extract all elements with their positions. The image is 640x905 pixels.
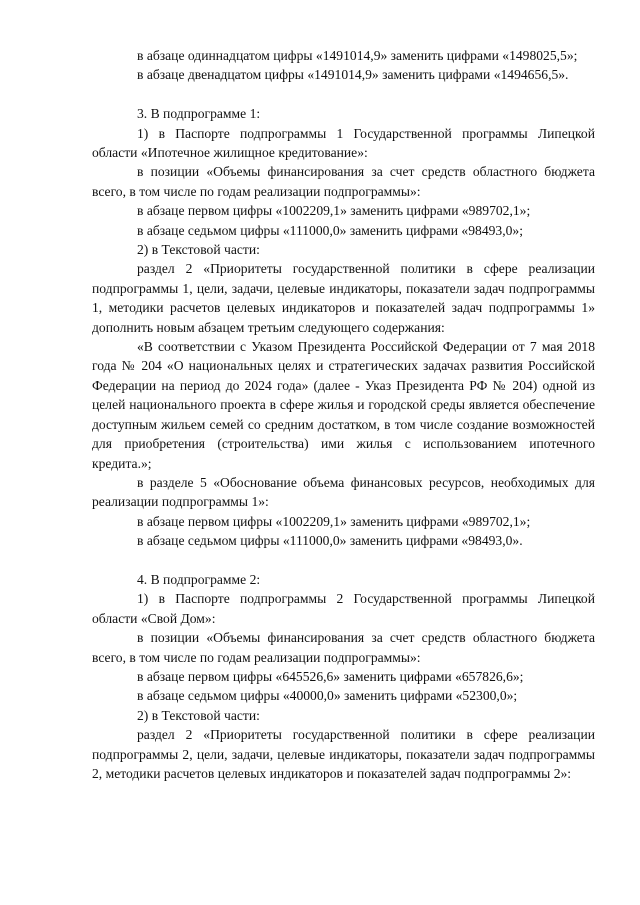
paragraph-text-part-sub1: 2) в Текстовой части: xyxy=(137,242,260,258)
paragraph-funding-position-sub1: в позиции «Объемы финансирования за счет средств областного бюджета всего, в том числе по годам реализации подпрограммы»: xyxy=(92,164,595,199)
paragraph-first-para-sub2: в абзаце первом цифры «645526,6» заменить цифрами «657826,6»; xyxy=(137,668,524,684)
section-3-heading: 3. В подпрограмме 1: xyxy=(137,106,261,122)
paragraph-section2-sub2: раздел 2 «Приоритеты государственной политики в сфере реализации подпрограммы 2, цели, задачи, целевые индикаторы, показатели задач подпрограммы 2, методики расчетов целевых индикаторов и показателей задач подпрограммы 2»: xyxy=(92,727,595,781)
paragraph-first-para-sub1: в абзаце первом цифры «1002209,1» заменить цифрами «989702,1»; xyxy=(137,203,531,219)
blank-line xyxy=(92,85,595,104)
paragraph-seventh-para-sub2: в абзаце седьмом цифры «40000,0» заменить цифрами «52300,0»; xyxy=(137,688,518,704)
paragraph-passport-sub1: 1) в Паспорте подпрограммы 1 Государственной программы Липецкой области «Ипотечное жилищное кредитование»: xyxy=(92,125,595,161)
paragraph-text-part-sub2: 2) в Текстовой части: xyxy=(137,707,260,723)
section-4-heading: 4. В подпрограмме 2: xyxy=(137,571,261,587)
paragraph-section2-sub1: раздел 2 «Приоритеты государственной политики в сфере реализации подпрограммы 1, цели, задачи, целевые индикаторы, показатели задач подпрограммы 1, методики расчетов целевых индикаторов и показателей задач подпрограммы 1» дополнить новым абзацем третьим следующего содержания: xyxy=(92,261,595,335)
paragraph-seventh-para-sub1: в абзаце седьмом цифры «111000,0» заменить цифрами «98493,0»; xyxy=(137,222,523,238)
paragraph-funding-position-sub2: в позиции «Объемы финансирования за счет средств областного бюджета всего, в том числе по годам реализации подпрограммы»: xyxy=(92,630,595,665)
paragraph-12th-para: в абзаце двенадцатом цифры «1491014,9» заменить цифрами «1494656,5». xyxy=(137,67,569,83)
blank-line xyxy=(92,551,595,570)
document-page xyxy=(92,46,595,783)
paragraph-section5-first: в абзаце первом цифры «1002209,1» заменить цифрами «989702,1»; xyxy=(137,513,531,529)
paragraph-decree-quote: «В соответствии с Указом Президента Российской Федерации от 7 мая 2018 года № 204 «О национальных целях и стратегических задачах развития Российской Федерации на период до 2024 года» (далее - Указ Президента РФ № 204) одной из целей национального проекта в сфере жилья и городской среды является обеспечение доступным жильем семей со средним достатком, в том числе создание возможностей для приобретения (строительства) ими жилья с использованием ипотечного кредита.»; xyxy=(92,339,595,471)
paragraph-11th-para: в абзаце одиннадцатом цифры «1491014,9» заменить цифрами «1498025,5»; xyxy=(137,48,578,63)
paragraph-section5-seventh: в абзаце седьмом цифры «111000,0» заменить цифрами «98493,0». xyxy=(137,533,523,549)
paragraph-section5-sub1: в разделе 5 «Обоснование объема финансовых ресурсов, необходимых для реализации подпрограммы 1»: xyxy=(92,474,595,510)
paragraph-passport-sub2: 1) в Паспорте подпрограммы 2 Государственной программы Липецкой области «Свой Дом»: xyxy=(92,591,595,626)
